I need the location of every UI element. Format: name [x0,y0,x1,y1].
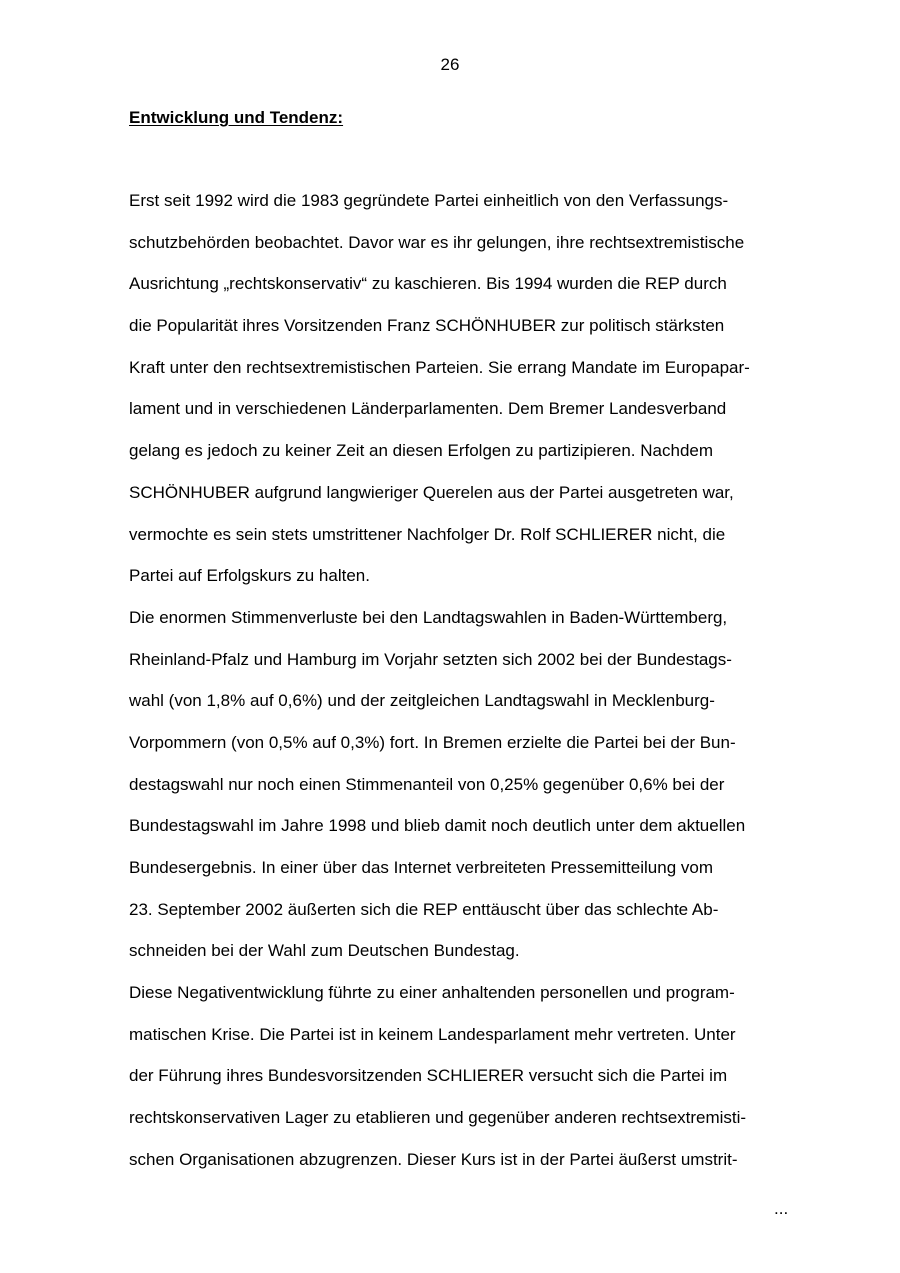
body-text [129,180,809,1181]
text-line: rechtskonservativen Lager zu etablieren und gegenüber anderen rechtsextremisti- [129,1108,747,1128]
text-line: lament und in verschiedenen Länderparlamenten. Dem Bremer Landesverband [129,399,727,419]
text-line: schneiden bei der Wahl zum Deutschen Bundestag. [129,941,520,961]
continuation-marker: ... [774,1199,789,1218]
text-line: die Popularität ihres Vorsitzenden Franz SCHÖNHUBER zur politisch stärksten [129,316,725,336]
text-line: der Führung ihres Bundesvorsitzenden SCHLIERER versucht sich die Partei im [129,1066,728,1086]
text-line: Kraft unter den rechtsextremistischen Parteien. Sie errang Mandate im Europapar- [129,357,750,377]
text-line: destagswahl nur noch einen Stimmenanteil von 0,25% gegenüber 0,6% bei der [129,774,725,794]
text-line: vermochte es sein stets umstrittener Nachfolger Dr. Rolf SCHLIERER nicht, die [129,524,726,544]
text-line: Vorpommern (von 0,5% auf 0,3%) fort. In Bremen erzielte die Partei bei der Bun- [129,732,736,752]
text-line: 23. September 2002 äußerten sich die REP enttäuscht über das schlechte Ab- [129,899,719,919]
text-line: Partei auf Erfolgskurs zu halten. [129,566,370,586]
text-line: schutzbehörden beobachtet. Davor war es ihr gelungen, ihre rechtsextremistische [129,232,745,252]
text-line: gelang es jedoch zu keiner Zeit an diesen Erfolgen zu partizipieren. Nachdem [129,441,714,461]
section-heading: Entwicklung und Tendenz: [129,108,344,127]
text-line: Diese Negativentwicklung führte zu einer anhaltenden personellen und program- [129,983,735,1003]
text-line: Bundesergebnis. In einer über das Internet verbreiteten Pressemitteilung vom [129,858,713,877]
text-line: Rheinland-Pfalz und Hamburg im Vorjahr setzten sich 2002 bei der Bundestags- [129,649,732,669]
page-number: 26 [440,55,460,74]
text-line: wahl (von 1,8% auf 0,6%) und der zeitgleichen Landtagswahl in Mecklenburg- [129,691,715,711]
text-line: Die enormen Stimmenverluste bei den Landtagswahlen in Baden-Württemberg, [129,607,728,627]
text-line: SCHÖNHUBER aufgrund langwieriger Querelen aus der Partei ausgetreten war, [129,482,734,502]
text-line: Ausrichtung „rechtskonservativ“ zu kaschieren. Bis 1994 wurden die REP durch [129,274,727,294]
text-line: schen Organisationen abzugrenzen. Dieser Kurs ist in der Partei äußerst umstrit- [129,1149,738,1169]
text-line: Erst seit 1992 wird die 1983 gegründete Partei einheitlich von den Verfassungs- [129,191,729,210]
text-line: matischen Krise. Die Partei ist in keinem Landesparlament mehr vertreten. Unter [129,1024,736,1044]
text-line: Bundestagswahl im Jahre 1998 und blieb damit noch deutlich unter dem aktuellen [129,816,746,836]
